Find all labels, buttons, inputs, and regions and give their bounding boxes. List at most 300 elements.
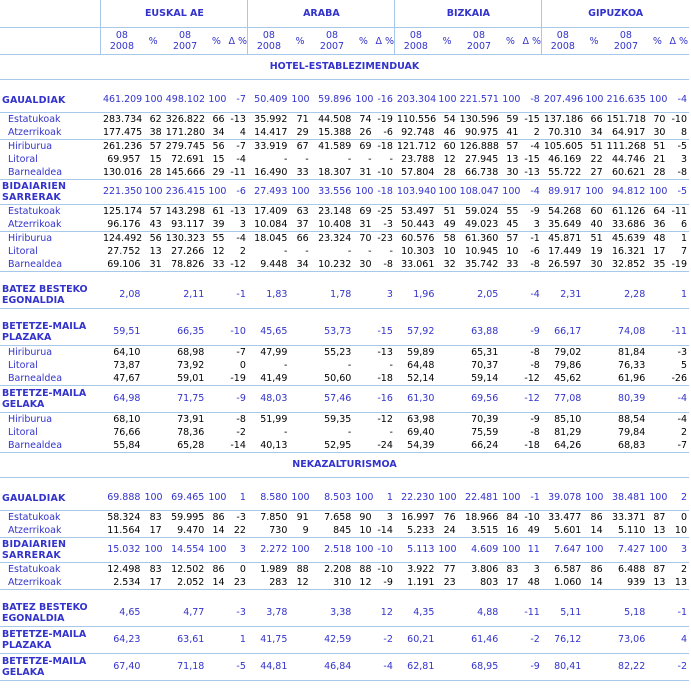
data-cell [500,654,520,681]
data-cell: 18.966 [465,512,499,523]
data-cell: 12 [212,246,225,257]
data-cell: -3 [227,600,248,627]
data-cell: 137.186 [543,114,584,125]
data-cell: 100 [647,180,667,205]
data-cell [142,319,163,346]
data-cell: -15 [524,154,540,165]
row-label-line: GELAKA [2,667,45,678]
data-cell: 78.826 [164,258,207,272]
data-cell: -19 [667,258,689,272]
column-header-line: 08 [472,30,486,41]
data-cell: 12.498 [107,564,141,575]
data-cell: 151.718 [606,114,646,125]
data-cell [353,413,373,427]
data-cell: -5 [677,141,687,152]
data-cell: 100 [647,88,667,113]
gap-cell [0,309,689,320]
data-cell: 61 [212,206,225,217]
data-cell: 34 [289,258,310,272]
spacer-cell [0,80,689,89]
data-cell [206,439,226,453]
data-cell: 59,51 [101,319,143,346]
data-cell: 1,83 [248,282,290,309]
data-cell [206,386,226,413]
data-cell: 27.945 [465,154,499,165]
data-cell: 73,91 [177,414,205,425]
row-label [0,600,101,627]
data-cell: 59,89 [407,347,435,358]
data-cell [500,386,520,413]
data-cell: 326.822 [165,114,206,125]
data-cell: 76,66 [113,427,141,438]
data-cell [142,282,163,309]
data-cell: 4 [227,126,248,140]
data-cell: 100 [289,180,310,205]
data-cell: -12 [520,372,541,386]
data-cell: 4 [667,627,689,654]
data-cell: 63 [296,206,309,217]
data-cell: 100 [436,88,457,113]
data-cell: 10 [667,524,689,538]
data-cell: 100 [647,486,667,511]
data-cell: 3 [533,564,540,575]
data-cell: 53.497 [401,206,435,217]
data-cell: 13 [647,576,667,590]
data-cell [142,654,163,681]
data-cell [500,600,520,627]
data-cell [583,426,604,439]
data-cell: 6.587 [554,564,582,575]
data-cell: 57,92 [395,319,437,346]
data-cell: 279.745 [165,141,206,152]
data-cell: 78,36 [177,427,205,438]
data-cell: - [283,154,288,165]
spacer-row [0,478,689,487]
data-cell [500,439,520,453]
data-cell: 75,59 [471,427,499,438]
data-cell: -8 [520,88,541,113]
row-label [0,538,101,563]
data-cell [353,600,373,627]
table-row [0,205,689,219]
data-cell: - [347,246,352,257]
data-cell: -6 [530,246,540,257]
column-header-line: 08 [409,30,422,41]
data-cell: -8 [236,414,246,425]
data-cell: 10 [443,246,456,257]
data-cell: 221.350 [101,180,143,205]
column-header [667,28,689,55]
data-cell: -4 [520,180,541,205]
row-label-line: Estatukoak [8,564,61,575]
data-cell: -13 [230,114,246,125]
data-cell: 45,62 [542,372,584,386]
data-cell [583,654,604,681]
data-cell: 27.752 [107,246,141,257]
data-cell [289,282,310,309]
data-cell: 77,08 [542,386,584,413]
row-label [0,218,101,232]
data-cell: 68,83 [605,439,648,453]
row-label-line: BIDAIARIEN [2,181,67,192]
data-cell: 62 [149,114,162,125]
data-cell: -7 [667,439,689,453]
data-cell: 69,40 [407,427,435,438]
data-cell: -2 [667,654,689,681]
data-cell: 87 [653,564,666,575]
data-cell [206,372,226,386]
column-header-line: Δ % [669,35,688,47]
data-cell: 31 [353,166,373,180]
row-label-line: BIDAIARIEN [2,539,67,550]
data-cell [647,346,667,360]
data-cell [289,319,310,346]
data-cell: 2,11 [164,282,207,309]
data-cell: 2 [667,486,689,511]
data-cell: -14 [374,524,395,538]
data-cell: 41,49 [248,372,290,386]
data-cell: 35.742 [458,258,501,272]
data-cell: 3 [520,218,541,232]
data-cell: 29 [206,166,226,180]
data-cell: 66 [212,114,225,125]
data-cell: 2,05 [458,282,501,309]
data-cell: 10.945 [465,246,499,257]
data-cell [289,359,310,372]
data-cell: 64,23 [101,627,143,654]
data-cell: -4 [667,88,689,113]
data-cell: 49 [520,524,541,538]
data-cell: 100 [142,486,163,511]
data-cell: 2.208 [324,564,352,575]
data-cell: 33.919 [254,141,288,152]
data-cell [289,372,310,386]
data-cell: 48 [520,576,541,590]
row-label-line: PLAZAKA [2,640,52,651]
data-cell: 50.409 [248,88,290,113]
data-cell: 236.415 [164,180,207,205]
data-cell: 125.174 [102,206,143,217]
data-cell [289,439,310,453]
data-cell: 45 [500,218,520,232]
data-cell: 83 [149,512,162,523]
data-cell [583,413,604,427]
data-cell [436,413,457,427]
data-cell: 13 [149,246,162,257]
data-cell [353,627,373,654]
data-cell [142,600,163,627]
data-cell: 69,56 [458,386,501,413]
data-cell: 100 [353,88,373,113]
data-cell: 57 [149,206,162,217]
data-cell: 11.564 [101,524,143,538]
data-cell [206,654,226,681]
data-cell: 13 [647,524,667,538]
row-label-line: Hiriburua [8,347,53,358]
data-cell: 77 [443,564,456,575]
data-cell: 12 [353,576,373,590]
data-cell: 23.788 [401,154,435,165]
data-cell: 58 [443,233,456,244]
data-cell: 17.409 [254,206,288,217]
table-row [0,439,689,453]
data-cell: 100 [206,486,226,511]
row-label-line: GAUALDIAK [2,492,66,504]
column-header [458,28,501,55]
data-cell: 5.233 [395,524,437,538]
row-label-line: Atzerrikoak [8,127,62,138]
row-label [0,563,101,577]
data-cell: 310 [311,576,354,590]
data-cell: 11 [520,538,541,563]
data-cell: -8 [530,347,540,358]
data-cell: -9 [530,414,540,425]
row-label [0,413,101,427]
data-cell: -4 [236,233,246,244]
row-label-line: BATEZ BESTEKO [2,602,88,613]
data-cell: 44.508 [318,114,352,125]
data-cell: 130.596 [459,114,499,125]
data-cell: -4 [530,141,540,152]
region-header-row [0,0,689,28]
data-cell: 66.738 [458,166,501,180]
table-row [0,346,689,360]
data-cell: 283 [248,576,290,590]
table-row [0,180,689,205]
data-cell: 52,14 [395,372,437,386]
data-cell: 94.812 [605,180,648,205]
data-cell: 103.940 [395,180,437,205]
data-cell: -18 [520,439,541,453]
data-cell: 100 [583,88,604,113]
data-cell: - [347,427,352,438]
table-row [0,153,689,166]
corner-cell [0,0,101,28]
data-cell: 59.024 [465,206,499,217]
data-cell: 100 [142,88,163,113]
column-header-line: 2007 [613,41,639,52]
data-cell [289,386,310,413]
data-cell: 10.232 [311,258,354,272]
data-cell: 69.888 [101,486,143,511]
data-cell: 54.268 [548,206,582,217]
data-cell: 3.515 [458,524,501,538]
data-cell: 33.061 [395,258,437,272]
data-cell: 45.639 [612,233,646,244]
data-cell: 39 [206,218,226,232]
column-header-line: Δ % [228,35,248,47]
data-cell: 221.571 [458,88,501,113]
data-cell: 2,28 [605,282,648,309]
data-cell: -25 [377,206,393,217]
data-cell: 4.609 [458,538,501,563]
data-cell: 100 [206,538,226,563]
row-label [0,166,101,180]
row-label-line: Litoral [8,360,38,371]
data-cell: 30 [353,258,373,272]
data-cell: 93.117 [164,218,207,232]
data-cell [583,319,604,346]
row-label-line: BETETZE-MAILA [2,321,87,332]
data-cell: -13 [520,166,541,180]
data-cell: 2 [520,126,541,140]
data-cell: 67,40 [101,654,143,681]
table-row [0,245,689,258]
data-cell: 100 [206,180,226,205]
data-cell: 33 [289,166,310,180]
data-cell: 124.492 [102,233,143,244]
data-cell: 96.176 [101,218,143,232]
data-cell: 71,75 [164,386,207,413]
data-cell: -7 [236,141,246,152]
data-cell: 37 [289,218,310,232]
data-cell: - [368,246,372,257]
row-label-line: PLAZAKA [2,332,52,343]
data-cell: 84 [506,512,519,523]
data-cell [647,319,667,346]
data-cell: 46,84 [311,654,354,681]
data-cell: 92.748 [395,126,437,140]
data-cell: 88 [359,564,372,575]
data-cell: 66,35 [164,319,207,346]
data-cell: 64,26 [542,439,584,453]
column-header [353,28,373,55]
data-cell: -10 [374,166,395,180]
row-label-line: Barnealdea [8,259,63,270]
data-cell [206,346,226,360]
data-cell: -10 [227,319,248,346]
data-cell [142,372,163,386]
data-cell: 22.481 [458,486,501,511]
data-cell: - [347,360,352,371]
data-cell: 21 [653,154,666,165]
data-cell: 1 [680,233,687,244]
data-cell: 111.268 [606,141,646,152]
data-cell: 16.321 [612,246,646,257]
data-cell: 22 [590,154,603,165]
data-cell: 86 [212,564,225,575]
data-cell [647,654,667,681]
data-cell: 66 [590,114,603,125]
data-cell: 83 [149,564,162,575]
table-row [0,486,689,511]
data-cell: -10 [524,512,540,523]
data-cell: 121.712 [396,141,437,152]
data-cell [436,359,457,372]
data-cell: 38.481 [605,486,648,511]
data-cell: -12 [520,386,541,413]
data-cell [142,359,163,372]
column-header-line: 2007 [466,41,492,52]
row-label-line: EGONALDIA [2,295,65,306]
data-cell: 17.449 [548,246,582,257]
data-cell: 100 [500,486,520,511]
data-cell: 6 [667,218,689,232]
data-cell: 89.917 [542,180,584,205]
region-header: ARABA [248,0,395,28]
data-cell: -11 [671,206,687,217]
data-cell: -19 [377,114,393,125]
data-cell: 51 [443,206,456,217]
data-cell: 74,08 [605,319,648,346]
column-header-line: Δ % [522,35,542,47]
data-cell: 33.371 [612,512,646,523]
data-cell: 35 [647,258,667,272]
data-cell [583,600,604,627]
data-cell: 1 [667,282,689,309]
data-cell: 4,88 [458,600,501,627]
table-row [0,563,689,577]
data-cell: 66,17 [542,319,584,346]
data-cell: 33 [500,258,520,272]
data-cell: 61,46 [458,627,501,654]
data-cell: 5,18 [605,600,648,627]
data-cell [353,282,373,309]
data-cell: 86 [590,564,603,575]
data-cell: -13 [377,347,393,358]
data-cell: -1 [227,282,248,309]
data-cell: 70 [653,114,666,125]
data-cell [647,386,667,413]
data-cell: 30 [583,258,604,272]
data-cell: 5.113 [395,538,437,563]
data-cell: -7 [227,88,248,113]
data-cell: 498.102 [164,88,207,113]
data-cell: -19 [227,372,248,386]
data-cell: -4 [677,414,687,425]
data-cell: 74 [359,114,372,125]
column-header [542,28,584,55]
data-cell [353,319,373,346]
data-cell: 40 [583,218,604,232]
data-cell: 14 [206,524,226,538]
data-cell: 60,21 [395,627,437,654]
column-header [374,28,395,55]
data-cell: -8 [667,166,689,180]
data-cell: 51 [653,141,666,152]
data-cell: 68,98 [177,347,205,358]
data-cell [436,600,457,627]
data-cell: 12 [374,600,395,627]
data-cell: 61.360 [465,233,499,244]
column-header-line: 2007 [319,41,345,52]
data-cell: 51 [590,141,603,152]
data-cell: 130.016 [102,167,143,178]
data-cell: 13 [506,154,519,165]
data-cell: -4 [667,386,689,413]
data-cell [206,627,226,654]
data-cell: -10 [671,114,687,125]
table-row [0,654,689,681]
data-cell: 17 [142,576,163,590]
data-cell: 70,39 [471,414,499,425]
section-title: NEKAZALTURISMOA [0,453,689,478]
data-cell: 27.266 [171,246,205,257]
data-cell: 61.126 [612,206,646,217]
row-label [0,205,101,219]
table-row [0,576,689,590]
table-row [0,359,689,372]
column-header [500,28,520,55]
data-cell: 203.304 [395,88,437,113]
row-label-line: SARRERAK [2,550,61,561]
row-label-line: BETETZE-MAILA [2,388,87,399]
data-cell: 26.597 [542,258,584,272]
data-cell: 3.922 [407,564,435,575]
data-cell: 100 [289,88,310,113]
data-cell: 76 [443,512,456,523]
data-cell: - [389,427,393,438]
